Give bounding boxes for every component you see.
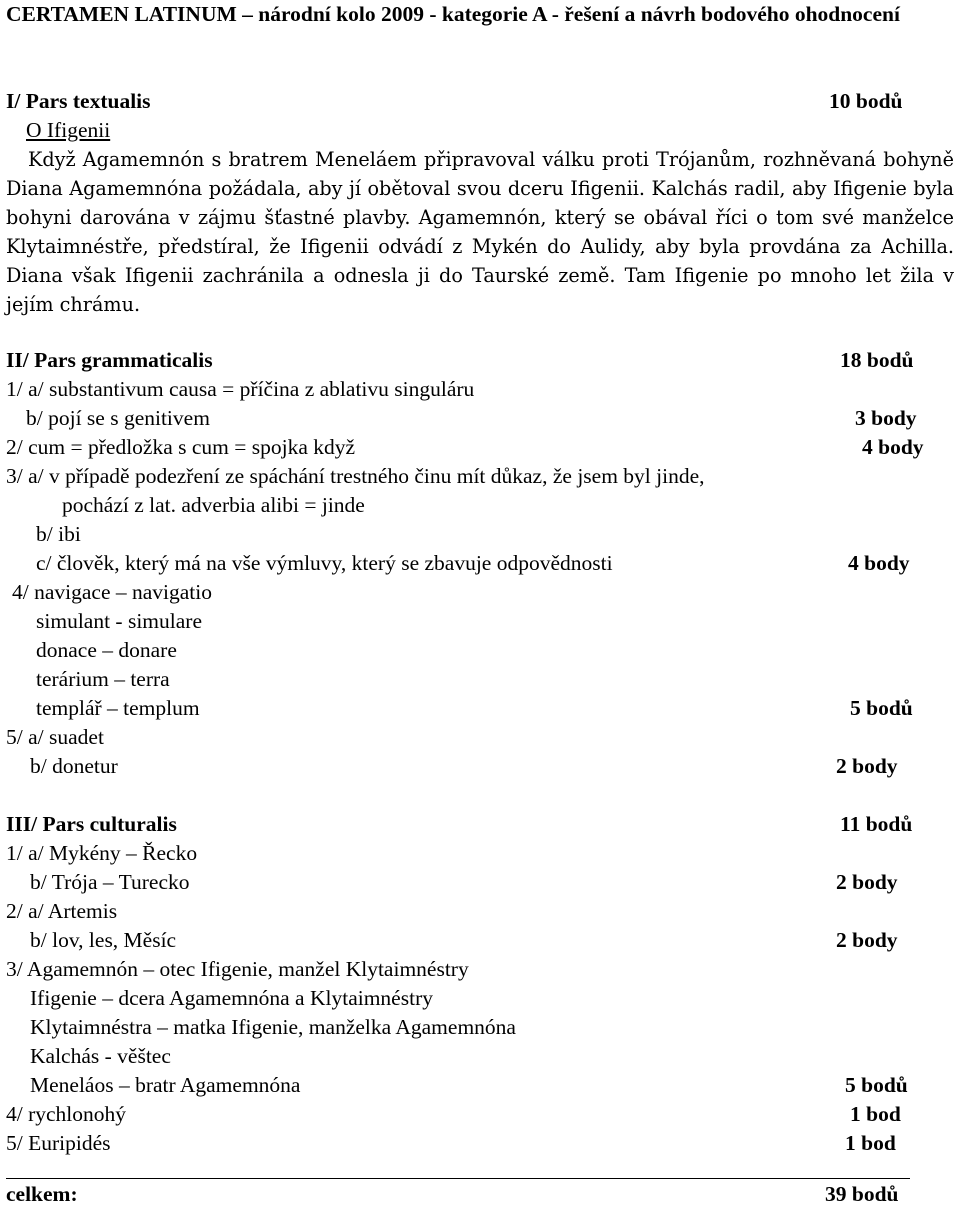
culture-line-3e: Meneláos – bratr Agamemnóna [30, 1073, 301, 1097]
grammar-line-2: 2/ cum = předložka s cum = spojka když [6, 435, 356, 459]
culture-line-3d: Kalchás - věštec [30, 1044, 171, 1068]
culture-line-3b: Ifigenie – dcera Agamemnóna a Klytaimnéstry [30, 986, 433, 1010]
total-divider [6, 1178, 910, 1179]
grammar-line-3a-cont: pochází z lat. adverbia alibi = jinde [62, 493, 365, 517]
culture-points-3: 5 bodů [845, 1073, 908, 1097]
culture-points-2: 2 body [836, 928, 898, 952]
text-subtitle: O Ifigenii [26, 118, 111, 142]
culture-line-3a: 3/ Agamemnón – otec Ifigenie, manžel Klytaimnéstry [6, 957, 469, 981]
total-label: celkem: [6, 1182, 78, 1206]
grammar-line-4e: templář – templum [36, 696, 200, 720]
culture-line-2b: b/ lov, les, Měsíc [30, 928, 177, 952]
section-heading-textualis: I/ Pars textualis [6, 89, 151, 113]
culture-line-4: 4/ rychlonohý [6, 1102, 127, 1126]
grammar-points-1: 3 body [855, 406, 917, 430]
text-paragraph: Když Agamemnón s bratrem Meneláem připravoval válku proti Trójanům, rozhněvaná bohyně Diana Agamemnóna požádala, aby jí obětoval svou dceru Ifigenii. Kalchás radil, aby Ifigenie byla bohyni darována v zájmu šťastné plavby. Agamemnón, který se obával říci o tom své manželce Klytaimnéstře, předstíral, že Ifigenii odvádí z Mykén do Aulidy, aby byla provdána za Achilla. Diana však Ifigenii zachránila a odnesla ji do Taurské země. Tam Ifigenie po mnoho let žila v jejím chrámu. [6, 148, 954, 316]
grammar-line-3c: c/ člověk, který má na vše výmluvy, který se zbavuje odpovědnosti [36, 551, 613, 575]
section-heading-culturalis: III/ Pars culturalis [6, 812, 177, 836]
grammar-line-4c: donace – donare [36, 638, 177, 662]
grammar-line-1b: b/ pojí se s genitivem [26, 406, 210, 430]
section-heading-grammaticalis: II/ Pars grammaticalis [6, 348, 213, 372]
grammar-line-5b: b/ donetur [30, 754, 118, 778]
culture-points-4: 1 bod [850, 1102, 901, 1126]
total-points: 39 bodů [825, 1182, 899, 1206]
grammar-points-3: 4 body [848, 551, 910, 575]
grammar-line-4b: simulant - simulare [36, 609, 202, 633]
grammar-line-5a: 5/ a/ suadet [6, 725, 104, 749]
grammar-line-4d: terárium – terra [36, 667, 170, 691]
culture-line-3c: Klytaimnéstra – matka Ifigenie, manželka Agamemnóna [30, 1015, 516, 1039]
section-points-grammaticalis: 18 bodů [840, 348, 914, 372]
grammar-line-4a: 4/ navigace – navigatio [12, 580, 212, 604]
culture-points-5: 1 bod [845, 1131, 896, 1155]
culture-line-1b: b/ Trója – Turecko [30, 870, 190, 894]
section-points-culturalis: 11 bodů [840, 812, 913, 836]
culture-line-5: 5/ Euripidés [6, 1131, 111, 1155]
grammar-line-3a: 3/ a/ v případě podezření ze spáchání trestného činu mít důkaz, že jsem byl jinde, [6, 464, 705, 488]
section-points-textualis: 10 bodů [829, 89, 903, 113]
grammar-points-5: 2 body [836, 754, 898, 778]
culture-points-1: 2 body [836, 870, 898, 894]
document-title: CERTAMEN LATINUM – národní kolo 2009 - kategorie A - řešení a návrh bodového ohodnocení [6, 2, 900, 26]
culture-line-1a: 1/ a/ Mykény – Řecko [6, 841, 198, 865]
grammar-line-1a: 1/ a/ substantivum causa = příčina z ablativu singuláru [6, 377, 475, 401]
grammar-line-3b: b/ ibi [36, 522, 81, 546]
culture-line-2a: 2/ a/ Artemis [6, 899, 118, 923]
grammar-points-4: 5 bodů [850, 696, 913, 720]
grammar-points-2: 4 body [862, 435, 924, 459]
